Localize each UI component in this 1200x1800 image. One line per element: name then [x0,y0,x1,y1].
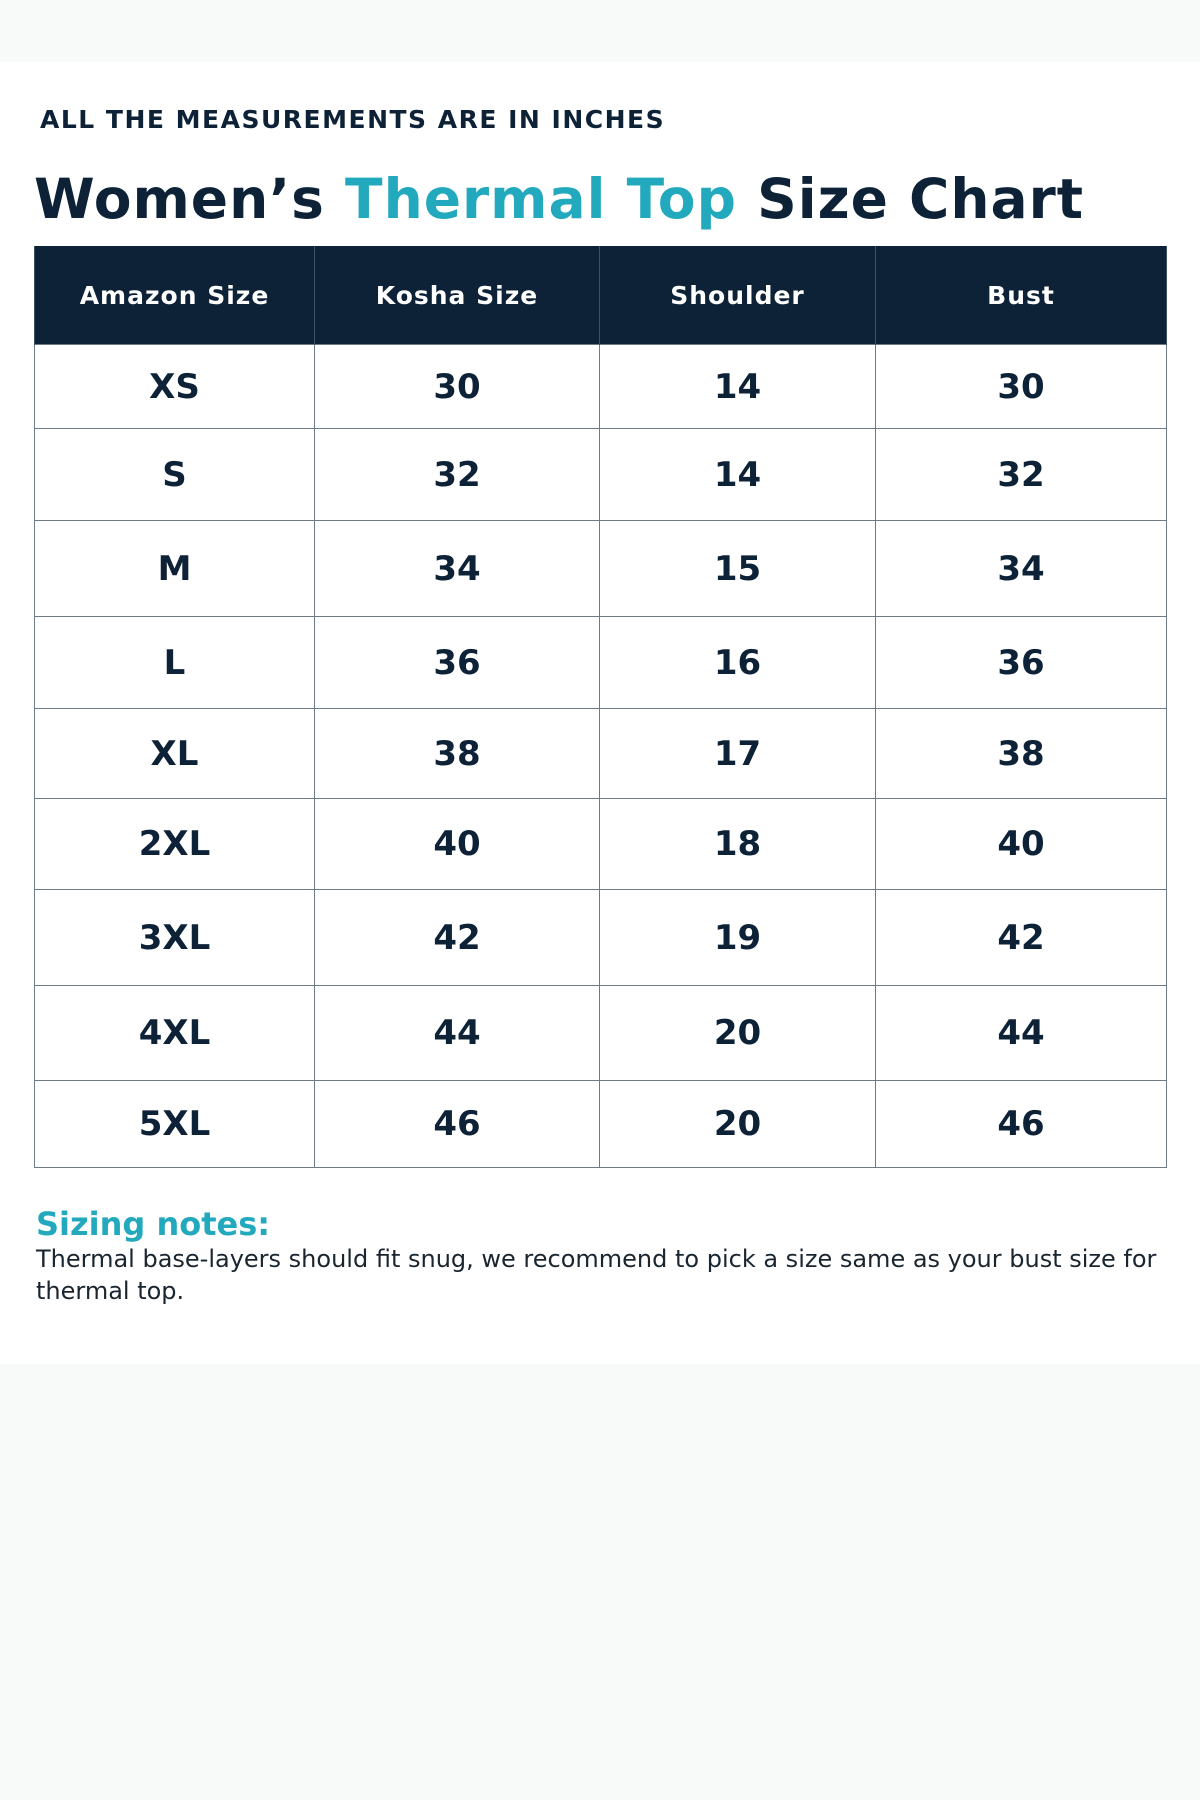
cell-kosha-size: 46 [315,1081,600,1168]
cell-bust: 34 [876,521,1167,617]
page-title [34,164,1084,234]
header-shoulder: Shoulder [600,246,876,345]
cell-shoulder: 20 [600,986,876,1081]
cell-amazon-size: XS [35,345,315,429]
cell-bust: 40 [876,799,1167,890]
cell-bust: 36 [876,617,1167,709]
cell-amazon-size: 4XL [35,986,315,1081]
table-body [35,345,1167,1168]
cell-amazon-size: 5XL [35,1081,315,1168]
cell-shoulder: 16 [600,617,876,709]
cell-kosha-size: 34 [315,521,600,617]
title-accent: Thermal Top [345,167,737,231]
cell-kosha-size: 32 [315,429,600,521]
units-note: ALL THE MEASUREMENTS ARE IN INCHES [40,105,666,134]
cell-amazon-size: M [35,521,315,617]
header-bust: Bust [876,246,1167,345]
title-part-2: Size Chart [736,167,1085,231]
table-row [35,799,1167,890]
table-row [35,709,1167,799]
table-row [35,429,1167,521]
cell-shoulder: 14 [600,345,876,429]
cell-amazon-size: 3XL [35,890,315,986]
table-row [35,986,1167,1081]
cell-shoulder: 17 [600,709,876,799]
cell-shoulder: 14 [600,429,876,521]
table-row [35,1081,1167,1168]
cell-kosha-size: 36 [315,617,600,709]
cell-bust: 30 [876,345,1167,429]
cell-amazon-size: 2XL [35,799,315,890]
cell-shoulder: 15 [600,521,876,617]
table-header [35,246,1167,345]
cell-bust: 42 [876,890,1167,986]
cell-bust: 44 [876,986,1167,1081]
cell-bust: 46 [876,1081,1167,1168]
cell-amazon-size: S [35,429,315,521]
header-amazon-size: Amazon Size [35,246,315,345]
cell-amazon-size: L [35,617,315,709]
table-row [35,617,1167,709]
cell-shoulder: 19 [600,890,876,986]
sizing-notes-text: Thermal base-layers should fit snug, we recommend to pick a size same as your bust size for thermal top. [36,1245,1157,1305]
table-row [35,890,1167,986]
table-row [35,345,1167,429]
cell-kosha-size: 40 [315,799,600,890]
cell-amazon-size: XL [35,709,315,799]
sizing-notes-heading: Sizing notes: [36,1205,271,1243]
cell-bust: 38 [876,709,1167,799]
size-table [34,246,1167,1168]
cell-kosha-size: 42 [315,890,600,986]
title-part-1: Women’s [34,167,346,231]
top-margin [0,0,1200,62]
cell-shoulder: 18 [600,799,876,890]
header-kosha-size: Kosha Size [315,246,600,345]
cell-kosha-size: 38 [315,709,600,799]
cell-kosha-size: 30 [315,345,600,429]
cell-bust: 32 [876,429,1167,521]
table-row [35,521,1167,617]
cell-shoulder: 20 [600,1081,876,1168]
cell-kosha-size: 44 [315,986,600,1081]
header-row [35,246,1167,345]
